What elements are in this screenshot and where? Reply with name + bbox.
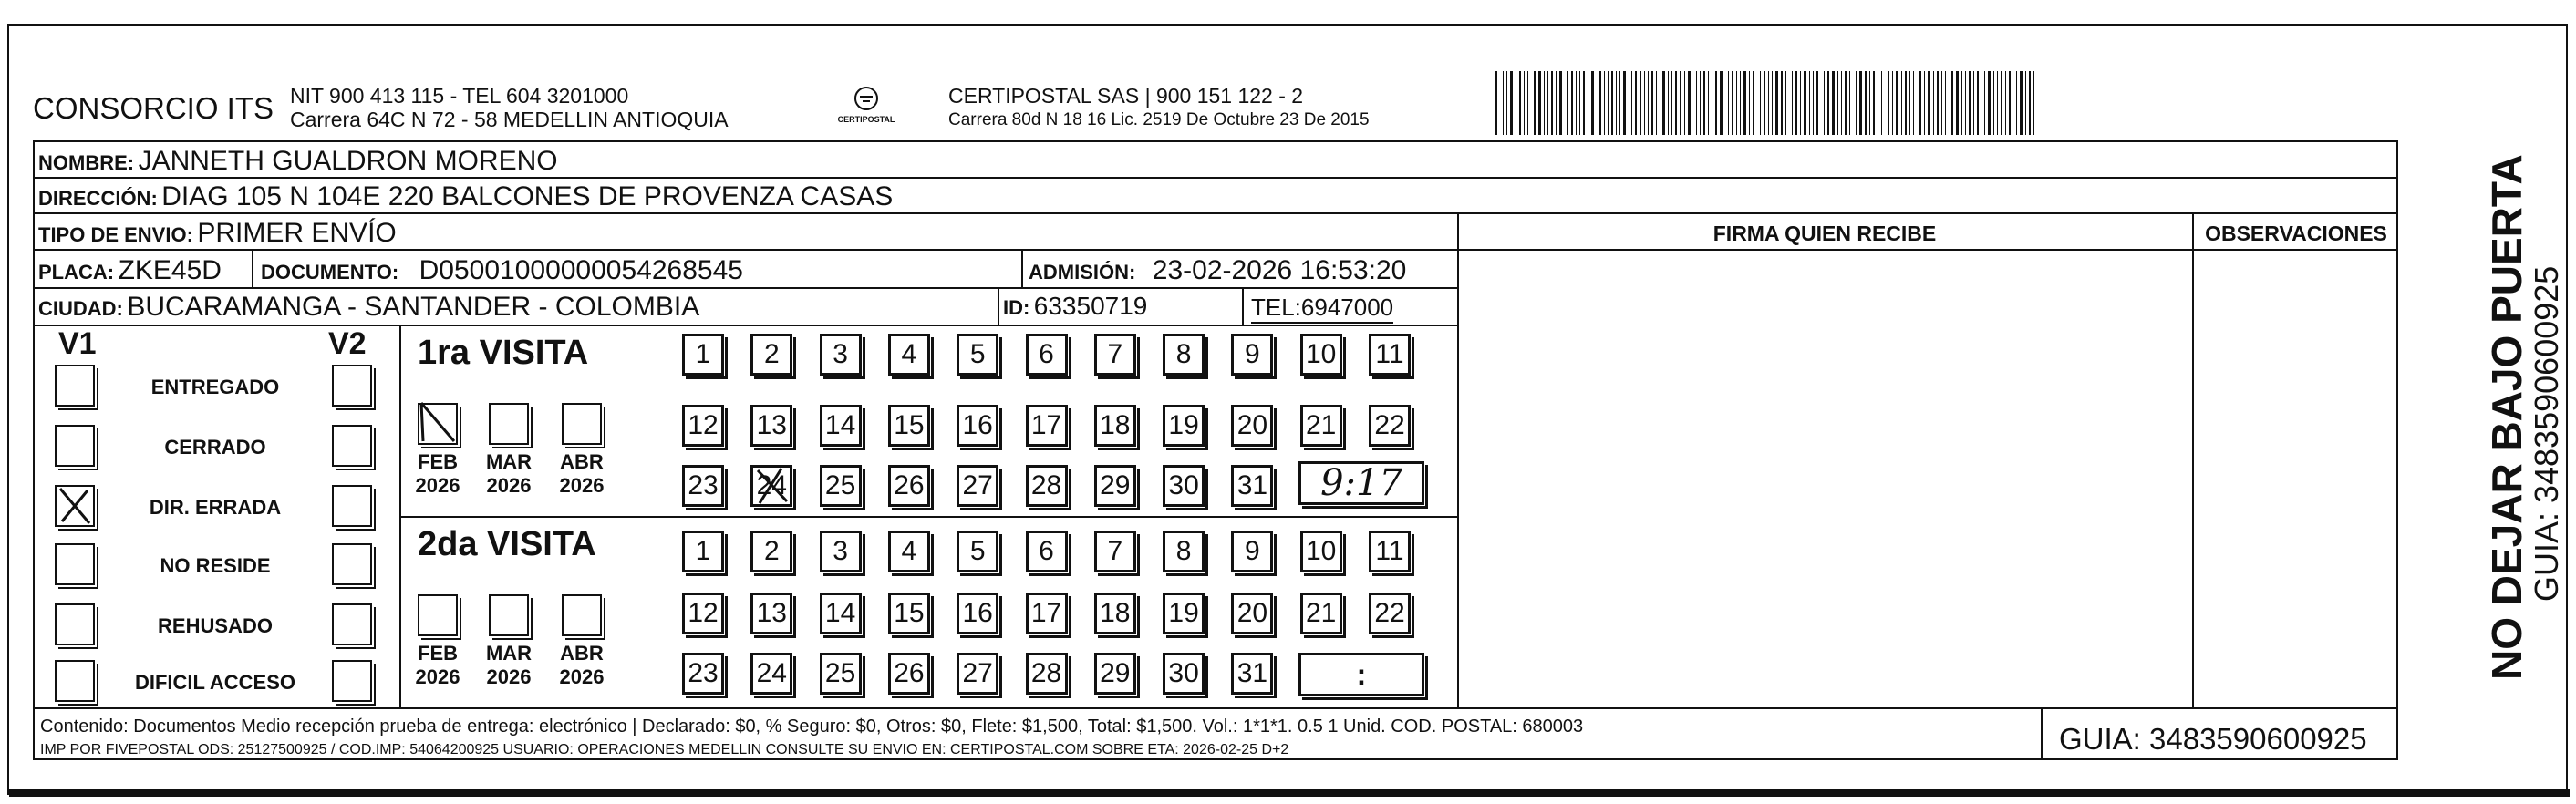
day-number: 10 xyxy=(1306,339,1337,369)
second-visit-day[interactable] xyxy=(1231,653,1273,695)
day-number: 31 xyxy=(1236,470,1268,500)
first-visit-day[interactable] xyxy=(1026,405,1068,447)
month-year: 2026 xyxy=(486,474,532,497)
observaciones-header: OBSERVACIONES xyxy=(2205,222,2387,245)
day-number: 28 xyxy=(1030,658,1062,688)
month-label: ABR xyxy=(560,642,604,665)
col-line xyxy=(1457,212,1459,707)
direccion-label: DIRECCIÓN: xyxy=(38,187,158,210)
day-number: 29 xyxy=(1100,658,1131,688)
second-visit-day[interactable] xyxy=(957,593,998,634)
first-visit-day[interactable] xyxy=(1094,334,1136,376)
month-year: 2026 xyxy=(559,474,605,497)
first-time-value: 9:17 xyxy=(1320,462,1402,504)
day-number: 4 xyxy=(901,536,917,566)
day-number: 11 xyxy=(1375,536,1404,566)
day-number: 6 xyxy=(1039,536,1054,566)
side-guia: GUIA: 3483590600925 xyxy=(2528,265,2565,602)
month-label: MAR xyxy=(485,450,533,473)
day-number: 28 xyxy=(1030,470,1062,500)
label-bottom-shadow xyxy=(9,789,2570,797)
placa-cell xyxy=(38,255,222,286)
day-number: 20 xyxy=(1236,598,1268,628)
col-line xyxy=(252,249,253,287)
first-visit-day[interactable] xyxy=(820,334,862,376)
second-visit-day[interactable] xyxy=(820,531,862,572)
day-number: 1 xyxy=(695,339,711,369)
month-checkbox[interactable] xyxy=(418,403,458,445)
day-number: 2 xyxy=(763,339,780,369)
day-number: 30 xyxy=(1168,658,1199,688)
first-visit-day[interactable] xyxy=(750,405,792,447)
v1-checkbox[interactable] xyxy=(55,603,95,645)
second-visit-day[interactable] xyxy=(1026,653,1068,695)
day-number: 21 xyxy=(1306,410,1337,440)
placa-label: PLACA: xyxy=(38,261,115,283)
col-line xyxy=(1242,287,1244,325)
day-number: 21 xyxy=(1306,598,1337,628)
second-visit-day[interactable] xyxy=(957,531,998,572)
month-checkbox[interactable] xyxy=(418,594,458,636)
month-label: MAR xyxy=(485,642,533,665)
tipo-value: PRIMER ENVÍO xyxy=(197,218,397,248)
first-visit-day[interactable] xyxy=(1163,334,1205,376)
month-label: ABR xyxy=(560,450,604,473)
company-line-2: Carrera 64C N 72 - 58 MEDELLIN ANTIOQUIA xyxy=(290,108,729,131)
day-number: 22 xyxy=(1374,410,1405,440)
month-checkbox[interactable] xyxy=(562,403,602,445)
second-visit-day[interactable] xyxy=(820,593,862,634)
day-number: 11 xyxy=(1375,339,1404,369)
second-visit-day[interactable] xyxy=(1231,531,1273,572)
day-number: 19 xyxy=(1168,410,1199,440)
row-line xyxy=(33,325,1457,326)
first-visit-day[interactable] xyxy=(1300,405,1342,447)
day-number: 16 xyxy=(962,598,993,628)
tel-label: TEL: xyxy=(1251,294,1301,321)
firma-header: FIRMA QUIEN RECIBE xyxy=(1712,222,1937,245)
v2-header: V2 xyxy=(328,326,367,361)
documento-label: DOCUMENTO: xyxy=(261,261,399,283)
day-number: 25 xyxy=(824,470,856,500)
v1-checkbox[interactable] xyxy=(55,543,95,585)
day-number: 27 xyxy=(962,470,993,500)
second-time-value: : xyxy=(1356,658,1367,691)
first-visit-day[interactable] xyxy=(750,465,792,507)
day-number: 15 xyxy=(894,598,925,628)
first-visit-day[interactable] xyxy=(820,465,862,507)
v2-checkbox[interactable] xyxy=(332,543,372,585)
nombre-label: NOMBRE: xyxy=(38,151,135,174)
side-warning: NO DEJAR BAJO PUERTA xyxy=(2483,154,2530,680)
month-checkbox[interactable] xyxy=(489,403,529,445)
day-number: 17 xyxy=(1030,410,1062,440)
row-line xyxy=(399,516,1457,518)
v2-checkbox[interactable] xyxy=(332,425,372,467)
placa-value: ZKE45D xyxy=(118,255,222,285)
month-year: 2026 xyxy=(559,665,605,688)
first-time-box-shadow xyxy=(1302,462,1428,509)
first-visit-day[interactable] xyxy=(1026,465,1068,507)
day-number: 18 xyxy=(1100,410,1131,440)
day-number: 30 xyxy=(1168,470,1199,500)
check-mark-icon xyxy=(55,485,95,527)
day-number: 1 xyxy=(695,536,711,566)
first-visit-day[interactable] xyxy=(888,405,930,447)
day-number: 16 xyxy=(962,410,993,440)
month-year: 2026 xyxy=(415,665,460,688)
v2-checkbox[interactable] xyxy=(332,485,372,527)
second-visit-day[interactable] xyxy=(1163,653,1205,695)
footer-guia: GUIA: 3483590600925 xyxy=(2059,722,2367,756)
first-visit-day[interactable] xyxy=(682,334,724,376)
day-number: 10 xyxy=(1306,536,1337,566)
v1-checkbox[interactable] xyxy=(55,425,95,467)
v2-checkbox[interactable] xyxy=(332,660,372,702)
first-visit-day[interactable] xyxy=(1163,465,1205,507)
ciudad-cell xyxy=(38,292,699,323)
first-visit-day[interactable] xyxy=(957,405,998,447)
logo-text: CERTIPOSTAL xyxy=(837,115,895,124)
day-number: 26 xyxy=(894,658,925,688)
first-visit-day[interactable] xyxy=(1369,334,1411,376)
tel-value: 6947000 xyxy=(1300,294,1394,321)
second-visit-day[interactable] xyxy=(1300,593,1342,634)
first-visit-day[interactable] xyxy=(957,465,998,507)
tel-cell xyxy=(1251,294,1393,324)
month-checkbox[interactable] xyxy=(489,594,529,636)
row-line xyxy=(33,249,1457,251)
day-number: 25 xyxy=(824,658,856,688)
company-name: CONSORCIO ITS xyxy=(33,91,274,125)
nombre-value: JANNETH GUALDRON MORENO xyxy=(138,146,558,176)
tipo-label: TIPO DE ENVIO: xyxy=(38,223,193,246)
id-value: 63350719 xyxy=(1033,292,1148,320)
day-number: 20 xyxy=(1236,410,1268,440)
id-cell xyxy=(1003,292,1147,321)
ciudad-value: BUCARAMANGA - SANTANDER - COLOMBIA xyxy=(127,292,700,322)
day-number: 4 xyxy=(901,339,917,369)
col-line xyxy=(2041,707,2043,760)
day-number: 13 xyxy=(756,598,787,628)
day-number: 17 xyxy=(1030,598,1062,628)
second-visit-day[interactable] xyxy=(750,653,792,695)
row-line xyxy=(1457,249,2398,251)
day-number: 13 xyxy=(756,410,787,440)
footer-line-1: Contenido: Documentos Medio recepción prueba de entrega: electrónico | Declarado: $0, % Seguro: $0, Otros: $0, Flete: $1,500, Total: $1,500. Vol.: 1*1*1. 0.5 1 Unid. COD. POSTAL: 680003 xyxy=(40,716,1584,737)
day-number: 2 xyxy=(763,536,780,566)
day-number: 19 xyxy=(1168,598,1199,628)
certipostal-logo xyxy=(832,84,901,129)
day-number: 14 xyxy=(824,410,856,440)
first-visit-day[interactable] xyxy=(1163,405,1205,447)
first-visit-day[interactable] xyxy=(682,465,724,507)
day-number: 26 xyxy=(894,470,925,500)
documento-cell xyxy=(261,255,743,286)
day-number: 9 xyxy=(1245,339,1260,369)
nombre-row xyxy=(38,146,558,177)
day-number: 9 xyxy=(1245,536,1260,566)
status-label: NO RESIDE xyxy=(160,554,271,577)
v2-checkbox[interactable] xyxy=(332,365,372,407)
col-line xyxy=(1021,249,1023,287)
second-visit-day[interactable] xyxy=(957,653,998,695)
id-label: ID: xyxy=(1003,296,1030,319)
row-line xyxy=(33,212,2398,214)
row-line xyxy=(33,177,2398,179)
month-year: 2026 xyxy=(415,474,460,497)
status-label: REHUSADO xyxy=(158,614,273,637)
v1-checkbox[interactable] xyxy=(55,660,95,702)
second-visit-title: 2da VISITA xyxy=(418,525,596,563)
v1-checkbox[interactable] xyxy=(55,365,95,407)
day-number: 8 xyxy=(1175,536,1192,566)
day-number: 18 xyxy=(1100,598,1131,628)
second-visit-day[interactable] xyxy=(1300,531,1342,572)
first-visit-day[interactable] xyxy=(1369,405,1411,447)
day-number: 6 xyxy=(1039,339,1054,369)
first-visit-day[interactable] xyxy=(750,334,792,376)
v2-checkbox[interactable] xyxy=(332,603,372,645)
col-line xyxy=(998,287,999,325)
footer-line-2: IMP POR FIVEPOSTAL ODS: 25127500925 / COD.IMP: 54064200925 USUARIO: OPERACIONES MEDELLIN CONSULTE SU ENVIO EN: CERTIPOSTAL.COM SOBRE ETA: 2026-02-25 D+2 xyxy=(40,742,1289,758)
day-number: 14 xyxy=(824,598,856,628)
admision-label: ADMISIÓN: xyxy=(1029,261,1136,283)
v1-header: V1 xyxy=(58,326,97,361)
documento-value: D05001000000054268545 xyxy=(419,255,743,285)
first-visit-title: 1ra VISITA xyxy=(418,334,589,372)
day-number: 3 xyxy=(833,339,848,369)
day-number: 12 xyxy=(688,410,719,440)
day-number: 3 xyxy=(833,536,848,566)
second-visit-day[interactable] xyxy=(750,593,792,634)
carrier-line-2: Carrera 80d N 18 16 Lic. 2519 De Octubre 23 De 2015 xyxy=(948,110,1370,129)
status-label: CERRADO xyxy=(164,436,266,459)
second-visit-day[interactable] xyxy=(1094,531,1136,572)
day-number: 7 xyxy=(1107,339,1123,369)
first-visit-day[interactable] xyxy=(1094,465,1136,507)
first-visit-day[interactable] xyxy=(1231,465,1273,507)
first-visit-day[interactable] xyxy=(1094,405,1136,447)
month-label: FEB xyxy=(418,450,458,473)
status-label: ENTREGADO xyxy=(150,376,280,398)
second-visit-day[interactable] xyxy=(1369,531,1411,572)
second-visit-day[interactable] xyxy=(1163,593,1205,634)
day-number: 22 xyxy=(1374,598,1405,628)
day-number: 23 xyxy=(688,470,719,500)
first-visit-day[interactable] xyxy=(820,405,862,447)
day-number: 8 xyxy=(1175,339,1192,369)
day-number: 27 xyxy=(962,658,993,688)
month-label: FEB xyxy=(418,642,458,665)
second-visit-day[interactable] xyxy=(888,653,930,695)
strike-mark-icon xyxy=(750,465,792,507)
direccion-row xyxy=(38,181,893,212)
first-visit-day[interactable] xyxy=(888,465,930,507)
second-visit-day[interactable] xyxy=(1026,593,1068,634)
barcode xyxy=(1495,71,2225,135)
second-visit-day[interactable] xyxy=(820,653,862,695)
first-visit-day[interactable] xyxy=(957,334,998,376)
admision-value: 23-02-2026 16:53:20 xyxy=(1152,255,1407,285)
day-number: 23 xyxy=(688,658,719,688)
admision-cell xyxy=(1029,255,1406,286)
day-number: 5 xyxy=(969,536,986,566)
second-visit-day[interactable] xyxy=(750,531,792,572)
first-visit-day[interactable] xyxy=(1300,334,1342,376)
col-line xyxy=(2192,212,2194,707)
row-line xyxy=(33,707,2398,709)
first-visit-day[interactable] xyxy=(1231,334,1273,376)
day-number: 24 xyxy=(756,658,787,688)
day-number: 7 xyxy=(1107,536,1123,566)
second-visit-day[interactable] xyxy=(888,593,930,634)
second-visit-day[interactable] xyxy=(888,531,930,572)
second-visit-day[interactable] xyxy=(1231,593,1273,634)
day-number: 12 xyxy=(688,598,719,628)
tipo-row xyxy=(38,218,397,249)
second-visit-day[interactable] xyxy=(1163,531,1205,572)
first-visit-day[interactable] xyxy=(682,405,724,447)
first-visit-day[interactable] xyxy=(1026,334,1068,376)
second-visit-day[interactable] xyxy=(1094,593,1136,634)
col-line xyxy=(399,325,401,707)
status-label: DIFICIL ACCESO xyxy=(134,671,295,694)
month-year: 2026 xyxy=(486,665,532,688)
month-checkbox[interactable] xyxy=(562,594,602,636)
direccion-value: DIAG 105 N 104E 220 BALCONES DE PROVENZA CASAS xyxy=(161,181,894,211)
company-line-1: NIT 900 413 115 - TEL 604 3201000 xyxy=(290,84,629,108)
v1-checkbox[interactable] xyxy=(55,485,95,527)
second-visit-day[interactable] xyxy=(1026,531,1068,572)
status-label: DIR. ERRADA xyxy=(149,496,282,519)
second-visit-day[interactable] xyxy=(682,653,724,695)
first-visit-day[interactable] xyxy=(1231,405,1273,447)
second-visit-day[interactable] xyxy=(682,531,724,572)
first-visit-day[interactable] xyxy=(888,334,930,376)
second-visit-day[interactable] xyxy=(1369,593,1411,634)
day-number: 15 xyxy=(894,410,925,440)
ciudad-label: CIUDAD: xyxy=(38,297,123,320)
day-number: 29 xyxy=(1100,470,1131,500)
day-number: 5 xyxy=(969,339,986,369)
day-number: 24 xyxy=(756,470,787,500)
second-visit-day[interactable] xyxy=(682,593,724,634)
second-time-box-shadow xyxy=(1302,656,1428,700)
second-visit-day[interactable] xyxy=(1094,653,1136,695)
check-mark-icon xyxy=(418,401,458,443)
carrier-line-1: CERTIPOSTAL SAS | 900 151 122 - 2 xyxy=(948,84,1304,108)
day-number: 31 xyxy=(1236,658,1268,688)
